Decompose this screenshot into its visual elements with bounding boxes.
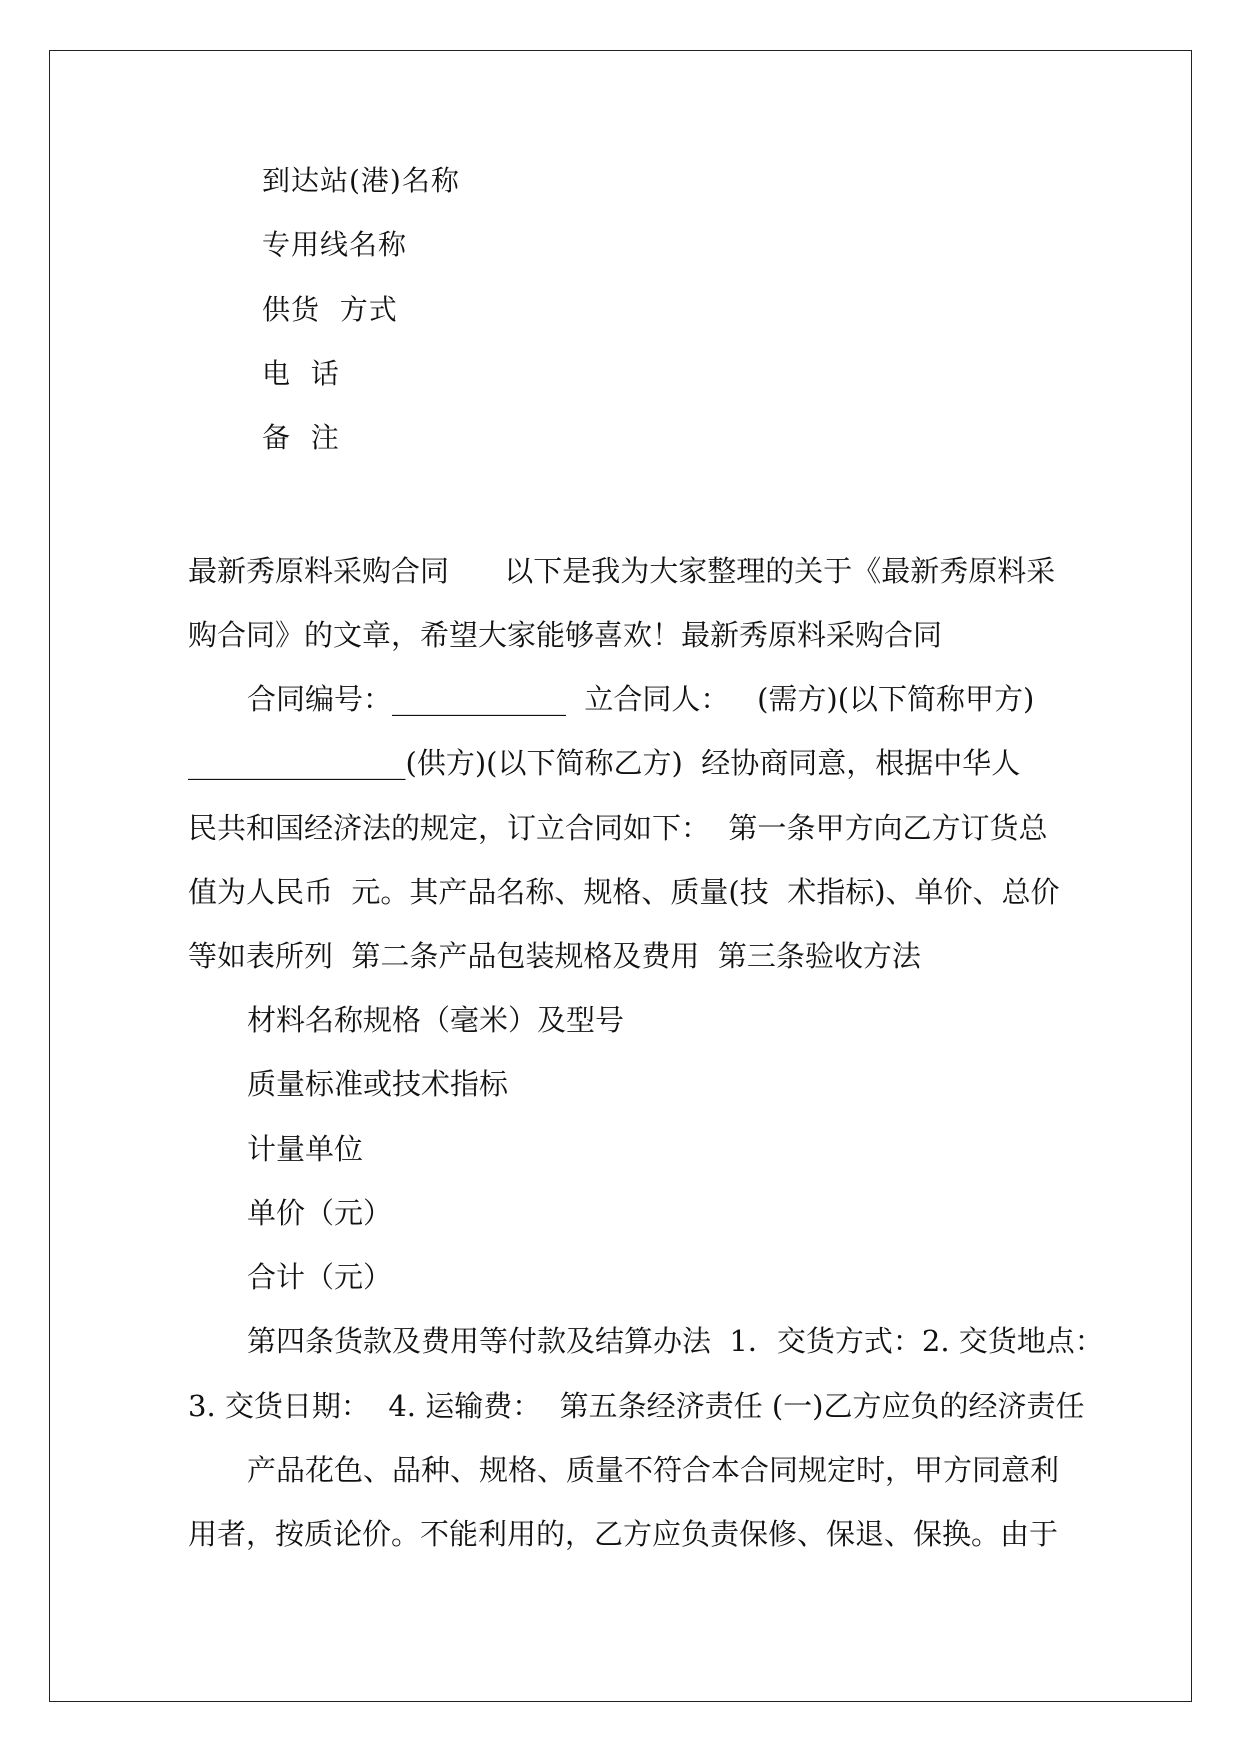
table-header-total: 合计（元） bbox=[247, 1260, 393, 1294]
label-private-line: 专用线名称 bbox=[262, 228, 408, 261]
payment-line-1: 第四条货款及费用等付款及结算办法 1．交货方式：2. 交货地点： bbox=[247, 1324, 1104, 1358]
intro-line-1: 最新秀原料采购合同 以下是我为大家整理的关于《最新秀原料采 bbox=[188, 554, 1056, 588]
contract-line-3: 民共和国经济法的规定，订立合同如下： 第一条甲方向乙方订货总 bbox=[188, 811, 1048, 845]
contract-line-2: _______________(供方)(以下简称乙方) 经协商同意，根据中华人 bbox=[188, 746, 1021, 780]
contract-line-4: 值为人民币 元。其产品名称、规格、质量(技 术指标)、单价、总价 bbox=[188, 875, 1060, 909]
table-header-unit: 计量单位 bbox=[247, 1132, 364, 1166]
label-remarks: 备 注 bbox=[262, 421, 340, 454]
contract-line-1: 合同编号：____________ 立合同人： (需方)(以下简称甲方) bbox=[247, 682, 1035, 716]
payment-line-2: 3. 交货日期： 4. 运输费： 第五条经济责任 (一)乙方应负的经济责任 bbox=[188, 1389, 1085, 1423]
label-supply-method: 供货 方式 bbox=[262, 293, 398, 326]
liability-line-2: 用者，按质论价。不能利用的，乙方应负责保修、保退、保换。由于 bbox=[188, 1517, 1059, 1551]
intro-line-2: 购合同》的文章，希望大家能够喜欢！最新秀原料采购合同 bbox=[188, 618, 943, 652]
table-header-price: 单价（元） bbox=[247, 1196, 393, 1230]
table-header-material: 材料名称规格（毫米）及型号 bbox=[247, 1003, 625, 1037]
contract-line-5: 等如表所列 第二条产品包装规格及费用 第三条验收方法 bbox=[188, 939, 921, 973]
liability-line-1: 产品花色、品种、规格、质量不符合本合同规定时，甲方同意利 bbox=[247, 1453, 1060, 1487]
table-header-quality: 质量标准或技术指标 bbox=[247, 1067, 509, 1101]
label-phone: 电 话 bbox=[262, 357, 340, 390]
label-arrival-station: 到达站(港)名称 bbox=[262, 164, 460, 197]
